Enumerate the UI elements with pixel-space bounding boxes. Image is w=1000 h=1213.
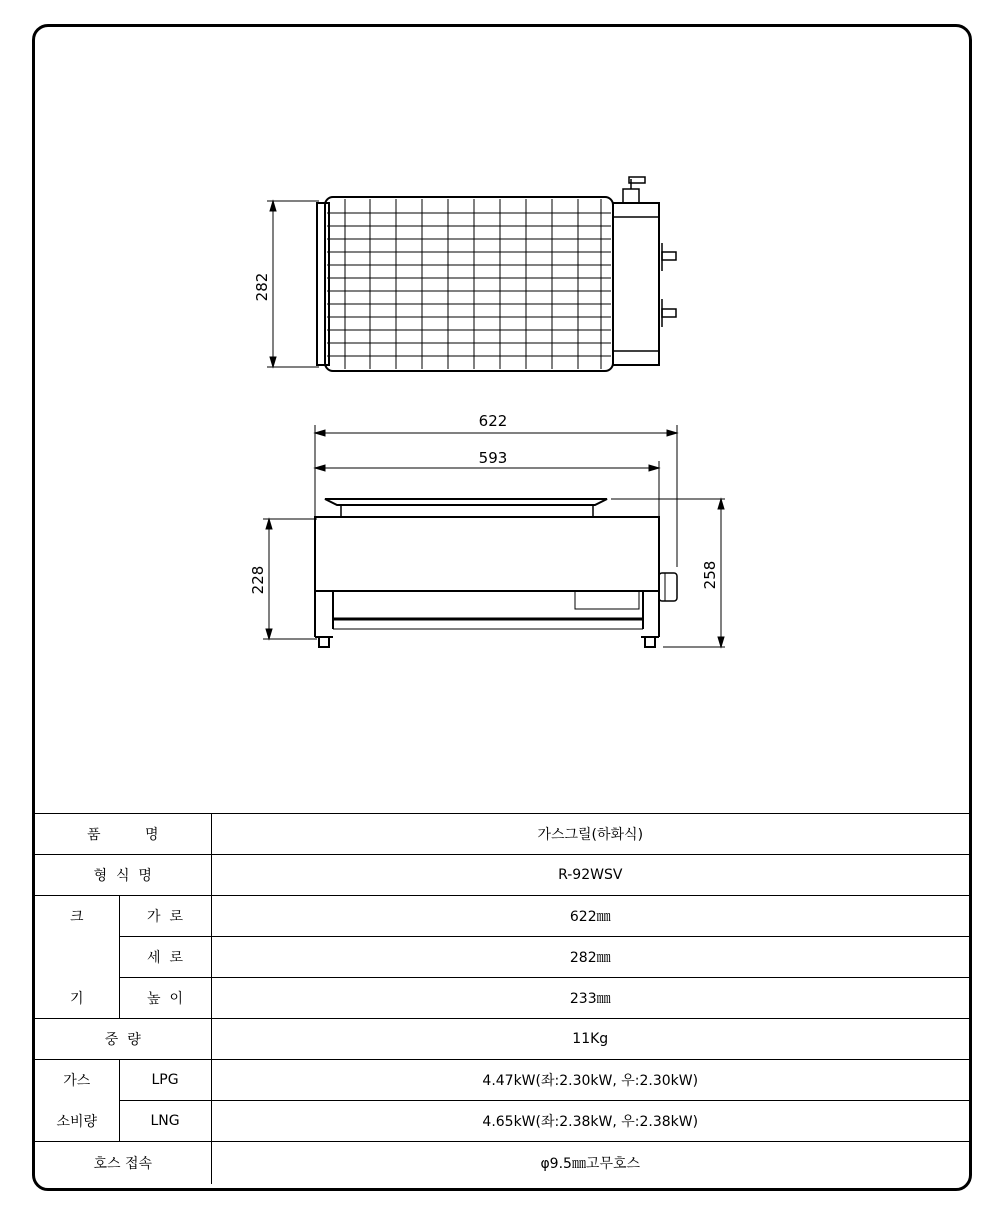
depth-value: 282㎜ bbox=[211, 937, 969, 978]
lng-value: 4.65kW(좌:2.38kW, 우:2.38kW) bbox=[211, 1101, 969, 1142]
front-view bbox=[315, 499, 659, 647]
top-view-left-bar bbox=[317, 203, 329, 365]
width-value: 622㎜ bbox=[211, 896, 969, 937]
model-label: 형 식 명 bbox=[35, 855, 211, 896]
dimension-depth bbox=[267, 201, 319, 367]
dimension-body-width-label: 593 bbox=[478, 449, 508, 467]
lpg-label: LPG bbox=[119, 1060, 211, 1101]
control-knob-lower bbox=[662, 299, 676, 327]
hose-label: 호스 접속 bbox=[35, 1142, 211, 1185]
product-value: 가스그릴(하화식) bbox=[211, 814, 969, 855]
table-row bbox=[35, 1142, 969, 1185]
grate-grid bbox=[327, 199, 611, 369]
table-row bbox=[35, 937, 969, 978]
weight-label: 중 량 bbox=[35, 1019, 211, 1060]
size-label-spacer bbox=[35, 937, 119, 978]
width-label: 가 로 bbox=[119, 896, 211, 937]
height-label: 높 이 bbox=[119, 978, 211, 1019]
technical-drawing bbox=[35, 27, 969, 813]
grill-grate bbox=[325, 197, 613, 371]
foot-left bbox=[319, 637, 329, 647]
drip-tray bbox=[575, 591, 639, 609]
gas-inlet-fitting bbox=[623, 177, 645, 203]
foot-right bbox=[645, 637, 655, 647]
size-label-bottom: 기 bbox=[35, 978, 119, 1019]
model-value: R-92WSV bbox=[211, 855, 969, 896]
front-knob bbox=[659, 573, 677, 601]
table-row bbox=[35, 978, 969, 1019]
weight-value: 11Kg bbox=[211, 1019, 969, 1060]
gas-label-bottom: 소비량 bbox=[35, 1101, 119, 1142]
depth-label: 세 로 bbox=[119, 937, 211, 978]
burner-box bbox=[613, 203, 659, 365]
spec-sheet-frame bbox=[32, 24, 972, 1191]
height-value: 233㎜ bbox=[211, 978, 969, 1019]
dimension-total-height-label: 258 bbox=[701, 560, 719, 590]
gas-label-top: 가스 bbox=[35, 1060, 119, 1101]
table-row bbox=[35, 1101, 969, 1142]
grill-top-plate bbox=[325, 499, 607, 505]
spec-table bbox=[35, 813, 969, 1184]
table-row bbox=[35, 855, 969, 896]
dimension-body-height-label: 228 bbox=[249, 565, 267, 595]
dimension-depth-label: 282 bbox=[253, 272, 271, 302]
top-view bbox=[317, 197, 659, 371]
table-row bbox=[35, 1019, 969, 1060]
grill-body bbox=[315, 517, 659, 591]
lpg-value: 4.47kW(좌:2.30kW, 우:2.30kW) bbox=[211, 1060, 969, 1101]
dimension-overall-width bbox=[315, 425, 677, 567]
dimension-body-height bbox=[263, 519, 317, 639]
table-row bbox=[35, 896, 969, 937]
control-knob-upper bbox=[662, 243, 676, 271]
hose-value: φ9.5㎜고무호스 bbox=[211, 1142, 969, 1185]
product-label: 품 명 bbox=[35, 814, 211, 855]
table-row bbox=[35, 814, 969, 855]
dimension-overall-width-label: 622 bbox=[478, 412, 508, 430]
dimension-body-width bbox=[315, 461, 659, 519]
size-label-top: 크 bbox=[35, 896, 119, 937]
table-row bbox=[35, 1060, 969, 1101]
lng-label: LNG bbox=[119, 1101, 211, 1142]
